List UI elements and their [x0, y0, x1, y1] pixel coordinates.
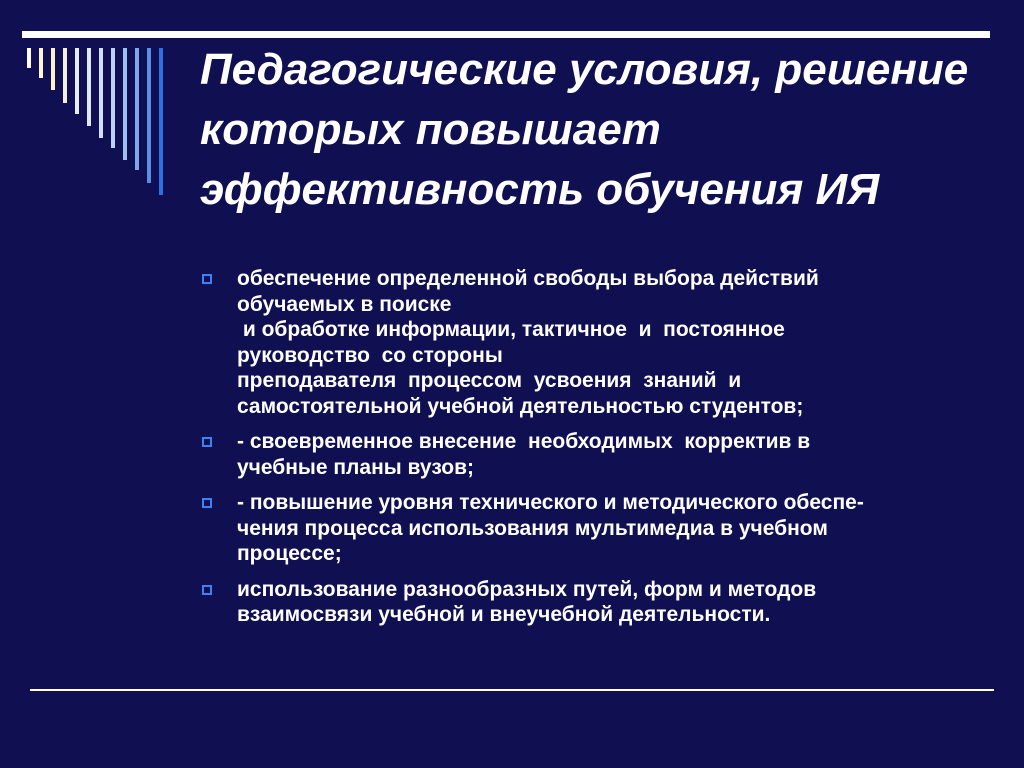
bullet-line: процессе; — [237, 542, 342, 565]
list-item — [196, 577, 956, 628]
stripe — [111, 48, 115, 148]
bullet-line: преподавателя процессом усвоения знаний и — [237, 369, 742, 392]
bottom-rule — [30, 689, 994, 691]
stripe — [39, 48, 43, 78]
bullet-line: взаимосвязи учебной и внеучебной деятельности. — [237, 603, 771, 626]
title-line: эффективность обучения ИЯ — [200, 165, 880, 214]
bullet-line: чения процесса использования мультимедиа в учебном — [237, 516, 828, 540]
stripe — [123, 48, 127, 160]
bullet-line: учебные планы вузов; — [237, 455, 474, 479]
list-item — [196, 490, 956, 567]
list-item — [196, 266, 956, 419]
hollow-square-icon — [202, 585, 212, 595]
top-rule — [22, 31, 990, 38]
stripe — [99, 48, 103, 138]
bullet-line: - повышение уровня технического и методического обеспе- — [237, 491, 864, 514]
bullet-text — [237, 490, 956, 567]
bullet-line: и обработке информации, тактичное и постоянное — [237, 318, 785, 341]
stripe — [63, 48, 67, 103]
bullet-line: - своевременное внесение необходимых корректив в — [237, 430, 811, 453]
stripe — [27, 48, 31, 68]
bullet-text — [237, 266, 956, 419]
title-line: Педагогические условия, решение — [200, 45, 969, 94]
bullet-line: руководство со стороны — [237, 343, 503, 367]
stripe — [51, 48, 55, 90]
bullet-text — [237, 577, 956, 628]
bullet-text — [237, 429, 956, 480]
hollow-square-icon — [202, 437, 212, 447]
hollow-square-icon — [202, 274, 212, 284]
bullet-list — [196, 266, 956, 638]
list-item — [196, 429, 956, 480]
hollow-square-icon — [202, 498, 212, 508]
stripe — [87, 48, 91, 126]
bullet-line: использование разнообразных путей, форм и методов — [237, 577, 817, 601]
stripe — [135, 48, 139, 170]
stripe — [147, 48, 151, 183]
bullet-line: самостоятельной учебной деятельностью студентов; — [237, 394, 804, 418]
bullet-line: обеспечение определенной свободы выбора действий — [237, 267, 819, 290]
slide-title — [200, 40, 990, 220]
bullet-line: обучаемых в поиске — [237, 292, 452, 316]
stripe — [159, 48, 163, 195]
stripe — [75, 48, 79, 114]
title-line: которых повышает — [200, 105, 661, 154]
